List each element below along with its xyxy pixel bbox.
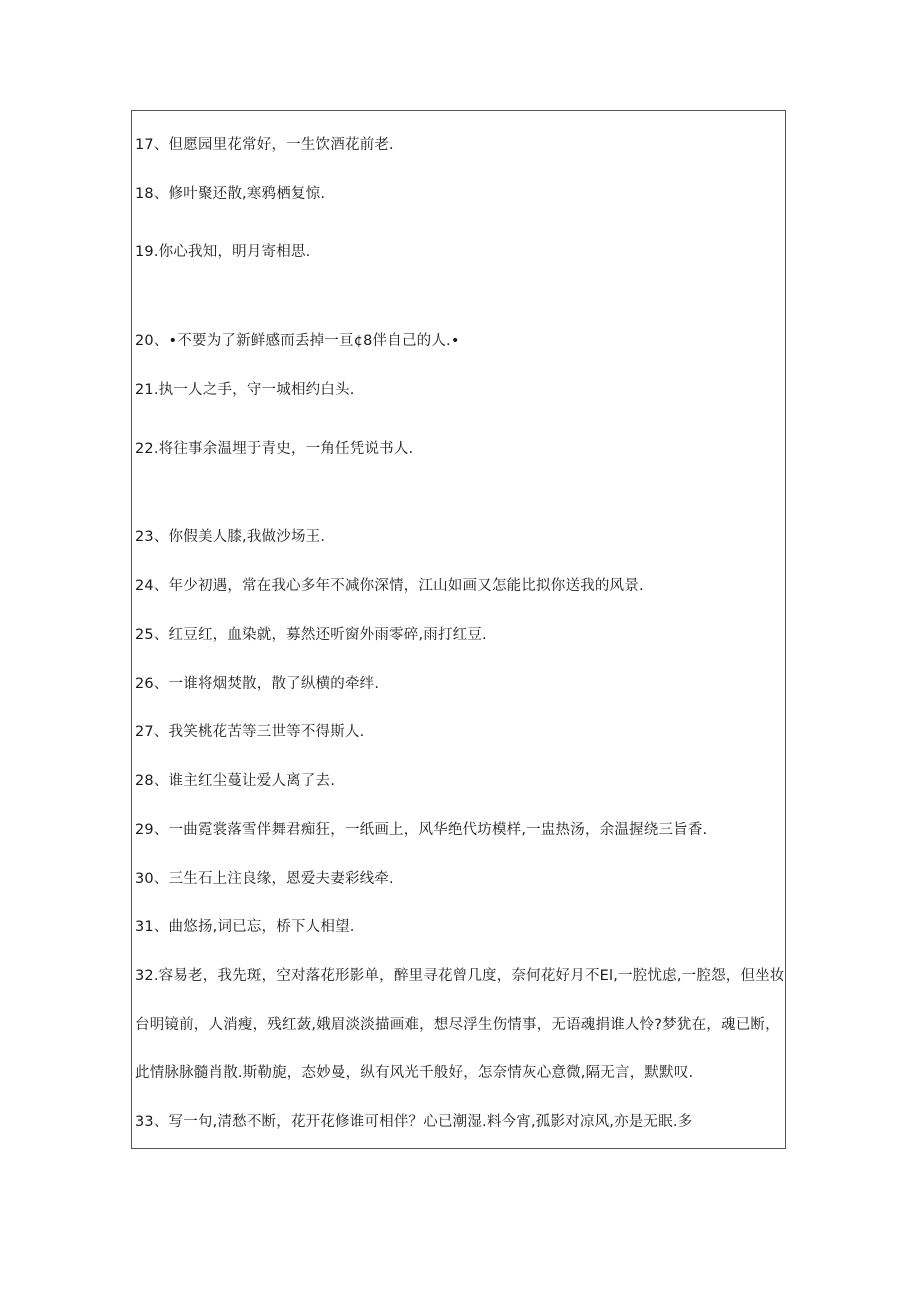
entry-33: 33、写一句,清愁不断，花开花修谁可相伴？心已潮湿.料今宵,孤影对凉风,亦是无眠.多 (135, 1114, 693, 1130)
entry-28: 28、谁主红尘蔓让爱人离了去. (135, 773, 336, 789)
entry-20: 20、•不要为了新鲜感而丢掉一亘¢8伴自己的人.• (135, 333, 460, 349)
entry-32-line-1: 32.容易老，我先斑，空对落花形影单，醉里寻花曾几度，奈何花好月不El,一腔忧虑,一腔怨，但坐妆 (135, 968, 785, 984)
entry-23: 23、你假美人膝,我做沙场王. (135, 529, 326, 545)
entry-26: 26、一谁将烟焚散，散了纵横的牵绊. (135, 676, 380, 692)
entry-29: 29、一曲霓裳落雪伴舞君痴狂，一纸画上，风华绝代坊模样,一盅热汤，余温握绕三旨香. (135, 822, 708, 838)
entry-24: 24、年少初遇，常在我心多年不减你深情，江山如画又怎能比拟你送我的风景. (135, 578, 644, 594)
entry-25: 25、红豆红，血染就，募然还听窗外雨零碎,雨打红豆. (135, 627, 487, 643)
entry-32-line-2: 台明镜前，人消瘦，残红蔹,娥眉淡淡描画难，想尽浮生伤情事，无语魂捐谁人怜?梦犹在，魂已断， (135, 1017, 780, 1033)
entry-19: 19.你心我知，明月寄相思. (135, 244, 311, 260)
entry-30: 30、三生石上注良缘，恩爱夫妻彩线牵. (135, 871, 394, 887)
entry-32-line-3: 此情脉脉髓肖散.斯勒旎，态妙曼，纵有风光千般好，怎奈情灰心意微,隔无言，默默叹. (135, 1065, 694, 1081)
entry-21: 21.执一人之手，守一城相约白头. (135, 382, 355, 398)
entry-31: 31、曲悠扬,词已忘，桥下人相望. (135, 919, 355, 935)
entry-17: 17、但愿园里花常好，一生饮酒花前老. (135, 137, 394, 153)
entry-22: 22.将往事余温埋于青史，一角任凭说书人. (135, 441, 414, 457)
entry-18: 18、修叶聚还散,寒鸦栖复惊. (135, 186, 326, 202)
entry-27: 27、我笑桃花苦等三世等不得斯人. (135, 724, 365, 740)
